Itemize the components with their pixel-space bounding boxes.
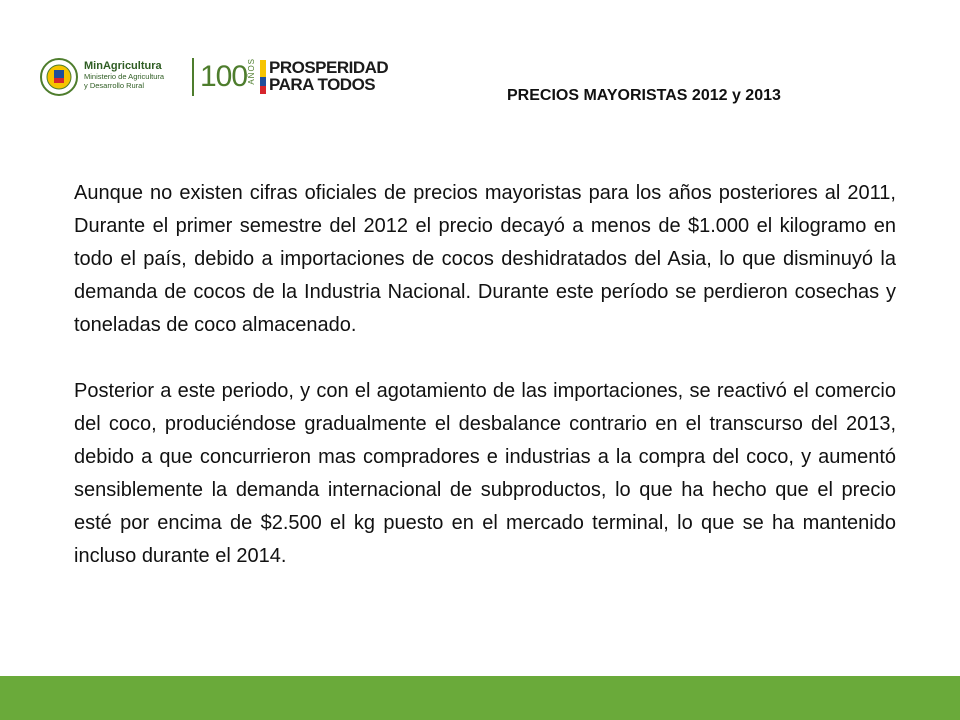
slogan-logo: [269, 59, 388, 93]
header-logos: [40, 52, 400, 104]
paragraph-1: Aunque no existen cifras oficiales de precios mayoristas para los años posteriores al 2011, Durante el primer semestre del 2012 el precio decayó a menos de $1.000 el kilogramo en todo el país, debido a importaciones de cocos deshidratados del Asia, lo que disminuyó la demanda de cocos de la Industria Nacional. Durante este período se perdieron cosechas y toneladas de coco almacenado.: [74, 182, 896, 336]
body-text: [74, 177, 896, 573]
logo-divider: [192, 58, 194, 96]
paragraph-2: Posterior a este periodo, y con el agotamiento de las importaciones, se reactivó el comercio del coco, produciéndose gradualmente el desbalance contrario en el transcurso del 2013, debido a que concurrieron mas compradores e industrias a la compra del coco, y aumentó sensiblemente la demanda internacional de subproductos, lo que ha hecho que el precio esté por encima de $2.500 el kg puesto en el mercado terminal, lo que se ha mantenido incluso durante el 2014.: [74, 380, 896, 567]
anniversary-number: 100: [200, 60, 248, 93]
coat-of-arms-icon: [40, 58, 78, 96]
ministry-subtitle-2: y Desarrollo Rural: [84, 81, 145, 90]
ministry-logo: [84, 60, 214, 90]
flag-stripe-icon: [260, 60, 266, 94]
slogan-line-2: PARA TODOS: [269, 75, 376, 94]
footer-bar: [0, 676, 960, 720]
ministry-subtitle-1: Ministerio de Agricultura: [84, 72, 165, 81]
ministry-name: MinAgricultura: [84, 60, 162, 72]
slogan-line-1: PROSPERIDAD: [269, 58, 389, 77]
anniversary-word: AÑOS: [247, 58, 256, 85]
page-title: PRECIOS MAYORISTAS 2012 y 2013: [507, 87, 781, 104]
